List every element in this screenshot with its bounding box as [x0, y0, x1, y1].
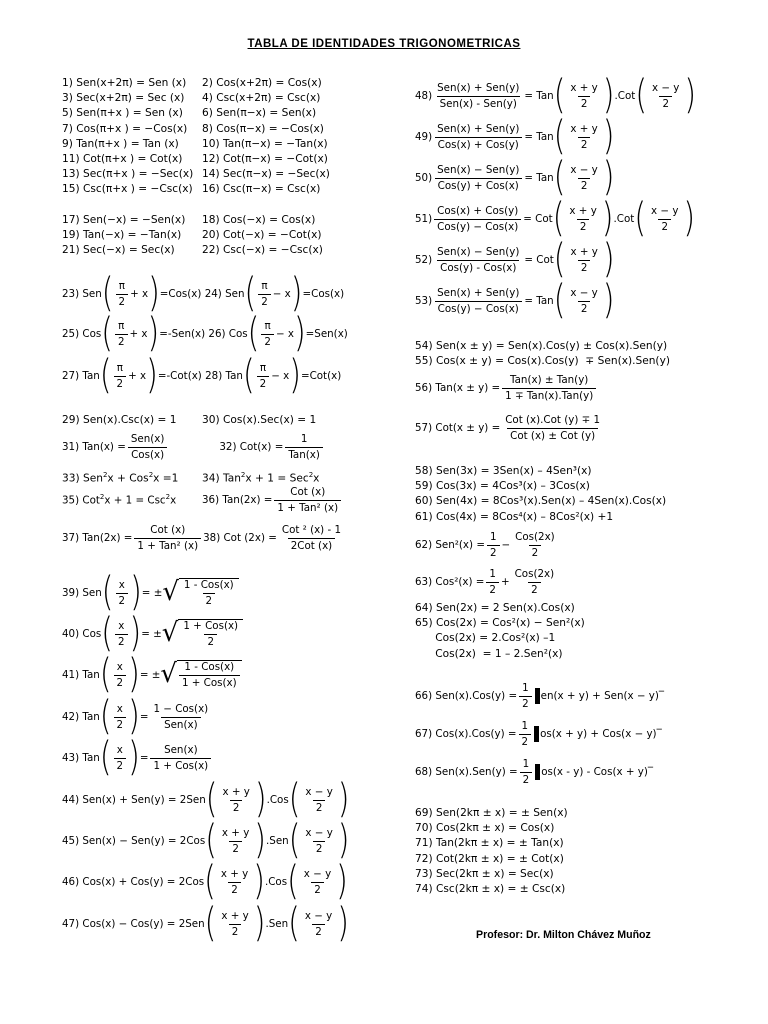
identity-text: 20) Cot(−x) = −Cot(x) [202, 229, 322, 242]
identity-45: 45) Sen(x) − Sen(y) = 2Cos ( $\frac{x + y}{2}$ ) . Sen ( $\frac{x - y}{2}$ ) [62, 816, 350, 864]
identity-67: 67) Cos(x).Cos(y) = $\frac{1}{2}$ os(x + y) + Cos(x − y) ‾ [415, 719, 662, 748]
identity-text: 70) Cos(2kπ ± x) = Cos(x) [415, 822, 555, 835]
identity-text: 19) Tan(−x) = −Tan(x) [62, 229, 182, 242]
identity-row [62, 76, 330, 91]
identity-23-24: 23) Sen ( $\frac{\pi}{2}$ + x ) =Cos(x) 24) Sen ( $\frac{\pi}{2}$ − x ) =Cos(x) [62, 269, 345, 317]
identity-42: 42) Tan ( $\frac{x}{2}$ ) = $\frac{\text{1 − Cos(x)}}{\text{Sen(x)}}$ [62, 692, 209, 740]
identity-52: 52) $\frac{\text{Sen(x) − Sen(y)}}{\text{Cos(y) - Cos(x)}}$ = Cot ( $\frac{x + y}{2}$ ) [415, 235, 615, 283]
identity-27-28: 27) Tan ( $\frac{\pi}{2}$ + x ) =-Cot(x) 28) Tan ( $\frac{\pi}{2}$ − x ) =Cot(x) [62, 351, 342, 399]
identity-57: 57) Cot(x ± y) = $\frac{\text{Cot (x).Cot (y) ∓ 1}}{\text{Cot (x) ± Cot (y)}}$ [415, 413, 601, 442]
identity-text: 65) Cos(2x) = Cos²(x) − Sen²(x) [415, 617, 585, 630]
identity-41: 41) Tan ( $\frac{x}{2}$ ) = ± √ $\frac{\text{1 - Cos(x)}}{\text{1 + Cos(x)}}$ [62, 655, 242, 695]
identity-text: Cos(2x) = 2.Cos²(x) –1 [415, 632, 556, 645]
identity-text: 16) Csc(π−x) = Csc(x) [202, 183, 321, 196]
identity-51: 51) $\frac{\text{Cos(x) + Cos(y)}}{\text{Cos(y) − Cos(x)}}$ = Cot ( $\frac{x + y}{2}$ ) . Cot ( $\frac{x - y}{2}$ ) [415, 194, 696, 242]
identity-row [62, 182, 330, 197]
identity-text: 11) Cot(π+x ) = Cot(x) [62, 153, 183, 166]
identity-text: 8) Cos(π−x) = −Cos(x) [202, 122, 324, 135]
identity-text: 14) Sec(π−x) = −Sec(x) [202, 168, 330, 181]
identity-text: 64) Sen(2x) = 2 Sen(x).Cos(x) [415, 602, 575, 614]
identity-text: 72) Cot(2kπ ± x) = ± Cot(x) [415, 852, 564, 865]
identity-text: 69) Sen(2kπ ± x) = ± Sen(x) [415, 807, 568, 819]
identity-row [62, 213, 323, 228]
identity-63: 63) Cos²(x) = $\frac{1}{2}$ + $\frac{\text{Cos(2x)}}{2}$ [415, 567, 555, 596]
identity-40: 40) Cos ( $\frac{x}{2}$ ) = ± √ $\frac{\text{1 + Cos(x)}}{2}$ [62, 614, 243, 654]
identity-43: 43) Tan ( $\frac{x}{2}$ ) = $\frac{\text{Sen(x)}}{\text{1 + Cos(x)}}$ [62, 738, 213, 778]
identity-39: 39) Sen ( $\frac{x}{2}$ ) = ± √ $\frac{\text{1 - Cos(x)}}{2}$ [62, 573, 239, 613]
identity-text: 2) Cos(x+2π) = Cos(x) [202, 77, 322, 89]
identity-56: 56) Tan(x ± y) = $\frac{\text{Tan(x) ± Tan(y)}}{\text{1 ∓ Tan(x).Tan(y)}}$ [415, 368, 598, 408]
identity-row [62, 167, 330, 182]
identity-text: Cos(2x) = 1 – 2.Sen²(x) [415, 647, 563, 660]
identity-row [62, 91, 330, 106]
identity-text: 1) Sen(x+2π) = Sen (x) [62, 77, 187, 89]
identities-64-65 [415, 601, 585, 662]
identity-text: 10) Tan(π−x) = −Tan(x) [202, 137, 328, 150]
identity-49: 49) $\frac{\text{Sen(x) + Sen(y)}}{\text{Cos(x) + Cos(y)}}$ = Tan ( $\frac{x + y}{2}$ ) [415, 112, 615, 160]
identity-row [62, 243, 323, 258]
identity-37-38: 37) Tan(2x) = $\frac{\text{Cot (x)}}{\text{1 + Tan² (x)}}$ 38) Cot (2x) = $\frac{\text{Cot ² (x) - 1}}{\text{2Cot (x)}}$ [62, 523, 342, 552]
identity-text: 4) Csc(x+2π) = Csc(x) [202, 92, 321, 105]
identity-text: 17) Sen(−x) = −Sen(x) [62, 214, 186, 226]
identity-53: 53) $\frac{\text{Sen(x) + Sen(y)}}{\text{Cos(y) − Cos(x)}}$ = Tan ( $\frac{x - y}{2}$ ) [415, 276, 615, 324]
identity-text: 9) Tan(π+x ) = Tan (x) [62, 137, 179, 150]
identities-17-22 [62, 213, 323, 259]
author-signature: Profesor: Dr. Milton Chávez Muñoz [476, 929, 651, 941]
identity-29-30: 29) Sen(x).Csc(x) = 1 30) Cos(x).Sec(x) = 1 [62, 414, 317, 426]
identity-text: 7) Cos(π+x ) = −Cos(x) [62, 122, 188, 135]
identities-69-74 [415, 806, 568, 897]
page-title: TABLA DE IDENTIDADES TRIGONOMETRICAS [247, 38, 521, 50]
identity-text: 61) Cos(4x) = 8Cos⁴(x) – 8Cos²(x) +1 [415, 510, 614, 523]
identity-47: 47) Cos(x) − Cos(y) = 2Sen ( $\frac{x + y}{2}$ ) . Sen ( $\frac{x - y}{2}$ ) [62, 899, 349, 947]
identity-text: 22) Csc(−x) = −Csc(x) [202, 244, 323, 257]
identity-row [62, 228, 323, 243]
identity-row [62, 122, 330, 137]
identity-row [62, 106, 330, 121]
identity-68: 68) Sen(x).Sen(y) = $\frac{1}{2}$ os(x - y) - Cos(x + y) ‾ [415, 757, 654, 786]
identity-48: 48) $\frac{\text{Sen(x) + Sen(y)}}{\text{Sen(x) - Sen(y)}}$ = Tan ( $\frac{x + y}{2}$ ) . Cot ( $\frac{x - y}{2}$ ) [415, 71, 697, 119]
identity-text: 12) Cot(π−x) = −Cot(x) [202, 153, 328, 166]
identities-58-61 [415, 464, 666, 525]
identity-66: 66) Sen(x).Cos(y) = $\frac{1}{2}$ en(x + y) + Sen(x − y) ‾ [415, 681, 665, 710]
identity-text: 59) Cos(3x) = 4Cos³(x) – 3Cos(x) [415, 480, 590, 493]
identity-25-26: 25) Cos ( $\frac{\pi}{2}$ + x ) =-Sen(x) 26) Cos ( $\frac{\pi}{2}$ − x ) =Sen(x) [62, 309, 348, 357]
identity-text: 60) Sen(4x) = 8Cos³(x).Sen(x) – 4Sen(x).Cos(x) [415, 495, 667, 508]
identity-text: 58) Sen(3x) = 3Sen(x) – 4Sen³(x) [415, 465, 592, 477]
identity-text: 13) Sec(π+x ) = −Sec(x) [62, 168, 194, 181]
identity-33-34: 33) Sen$^2$x + Cos$^2$x =1 34) Tan$^2$x + 1 = Sec$^2$x [62, 471, 320, 485]
identity-44: 44) Sen(x) + Sen(y) = 2Sen ( $\frac{x + y}{2}$ ) . Cos ( $\frac{x - y}{2}$ ) [62, 775, 350, 823]
identity-text: 5) Sen(π+x ) = Sen (x) [62, 107, 183, 120]
identity-text: 18) Cos(−x) = Cos(x) [202, 214, 316, 226]
identity-row [62, 152, 330, 167]
identity-31-32: 31) Tan(x) = $\frac{\text{Sen(x)}}{\text{Cos(x)}}$ 32) Cot(x) = $\frac{1}{\text{Tan(x)}}$ [62, 427, 325, 467]
identity-35-36: 35) Cot$^2$x + 1 = Csc$^2$x 36) Tan(2x) = $\frac{\text{Cot (x)}}{\text{1 + Tan² (x)}}$ [62, 480, 343, 520]
identity-50: 50) $\frac{\text{Sen(x) − Sen(y)}}{\text{Cos(y) + Cos(x)}}$ = Tan ( $\frac{x - y}{2}$ ) [415, 153, 615, 201]
identities-1-16 [62, 76, 330, 198]
identity-46: 46) Cos(x) + Cos(y) = 2Cos ( $\frac{x + y}{2}$ ) . Cos ( $\frac{x - y}{2}$ ) [62, 857, 348, 905]
identity-text: 15) Csc(π+x ) = −Csc(x) [62, 183, 193, 196]
identity-text: 3) Sec(x+2π) = Sec (x) [62, 92, 185, 105]
identity-text: 6) Sen(π−x) = Sen(x) [202, 107, 317, 120]
identity-54-55: 54) Sen(x ± y) = Sen(x).Cos(y) ± Cos(x).Sen(y) 55) Cos(x ± y) = Cos(x).Cos(y) ∓ Sen(x).Sen(y) [415, 340, 670, 368]
identity-text: 21) Sec(−x) = Sec(x) [62, 244, 175, 257]
identity-text: 73) Sec(2kπ ± x) = Sec(x) [415, 867, 554, 880]
identity-62: 62) Sen²(x) = $\frac{1}{2}$ − $\frac{\text{Cos(2x)}}{2}$ [415, 530, 555, 559]
identity-row [62, 137, 330, 152]
identity-text: 74) Csc(2kπ ± x) = ± Csc(x) [415, 883, 566, 896]
identity-text: 71) Tan(2kπ ± x) = ± Tan(x) [415, 837, 564, 850]
